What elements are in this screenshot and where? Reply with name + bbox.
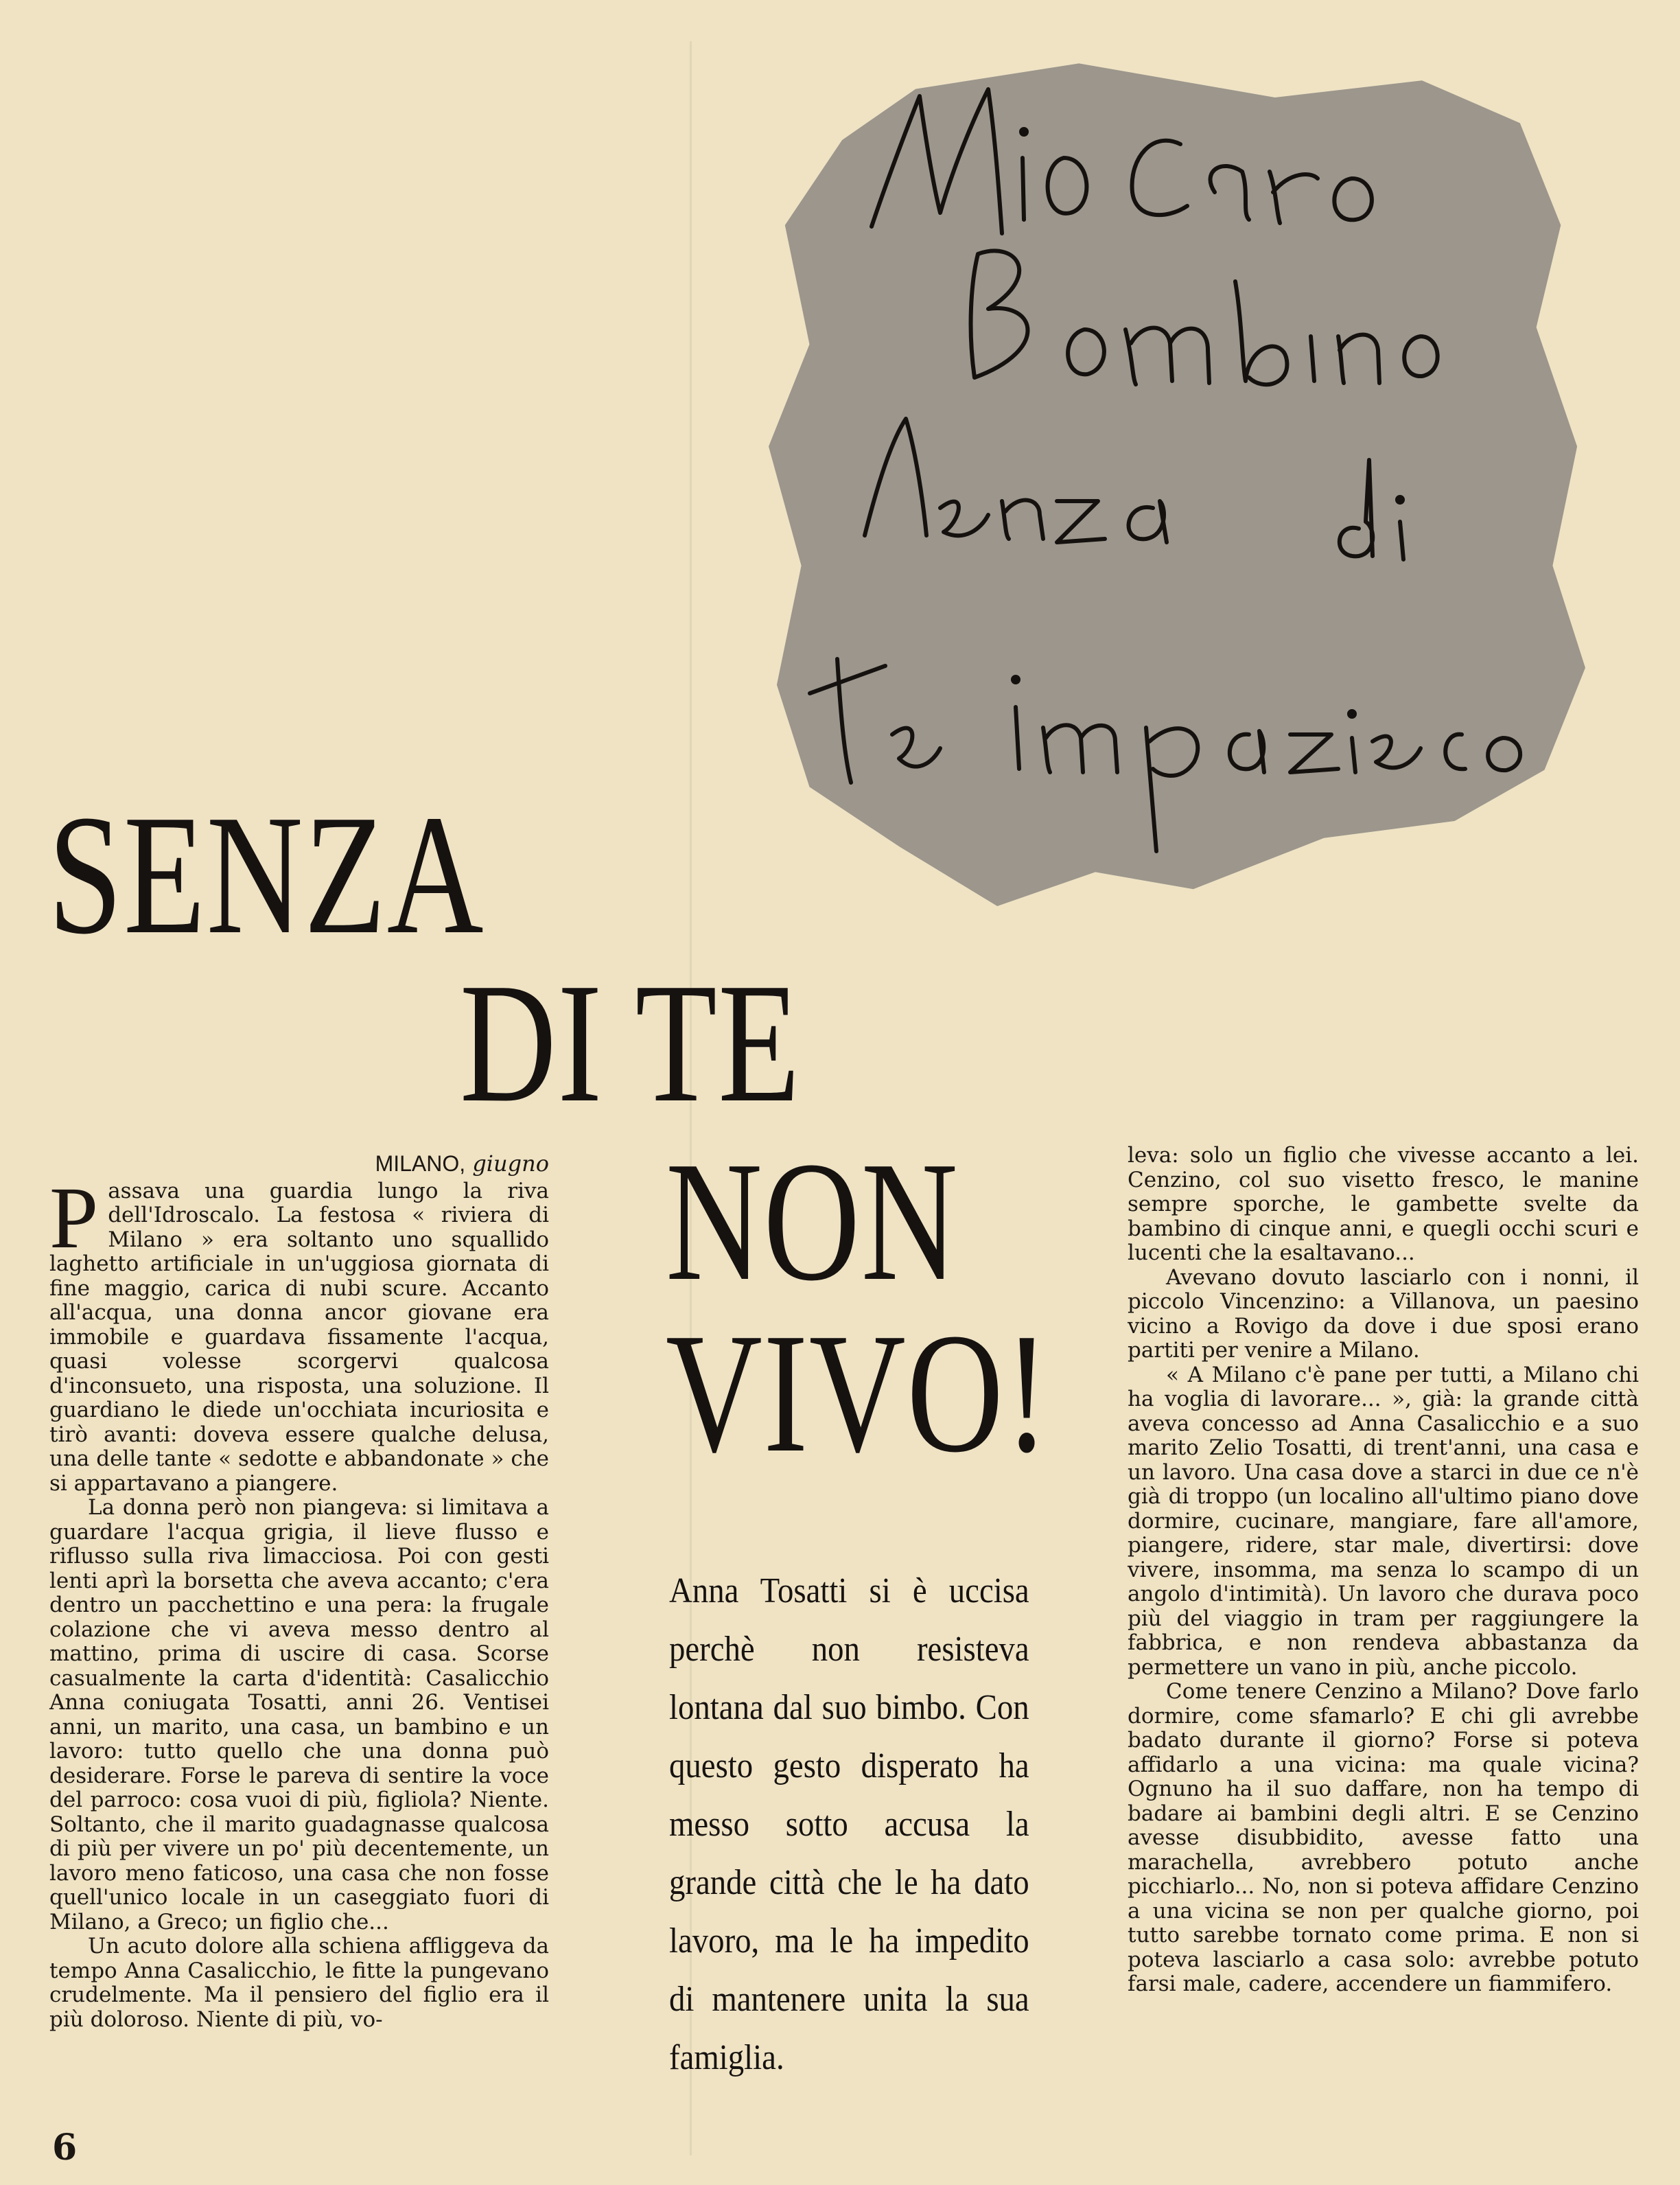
article-paragraph: La donna però non piangeva: si limitava a guardare l'acqua grigia, il lieve flusso e riflusso sulla riva limacciosa. Poi con gesti lenti aprì la borsetta che aveva accanto; c'era dentro un pacchettino e una pera: la frugale colazione che vi aveva messo dentro al mattino, prima di uscire di casa. Scorse casualmente la carta d'identità: Casalicchio Anna coniugata Tosatti, anni 26. Ventisei anni, un marito, una casa, un bambino e un lavoro: tutto quello che una donna può desiderare. Forse le pareva di sentire la voce del parroco: cosa vuoi di più, figliola? Niente. Soltanto, che il marito guadagnasse qualcosa di più per vivere un po' più decentemente, un lavoro meno faticoso, una casa che non fosse quell'unico locale in un caseggiato fuori di Milano, a Greco; un figlio che... [49, 1495, 549, 1934]
article-paragraph: Come tenere Cenzino a Milano? Dove farlo dormire, come sfamarlo? E chi gli avrebbe badato durante il giorno? Forse si poteva affidarlo a una vicina: ma quale vicina? Ognuno ha il suo daffare, non ha tempo di badare ai bambini degli altri. E se Cenzino avesse disubbidito, avesse fatto una marachella, avrebbero potuto anche picchiarlo... No, non si poteva affidare Cenzino a una vicina se non per qualche giorno, poi tutto sarebbe tornato come prima. E non si poteva lasciarlo a casa solo: avrebbe potuto farsi male, cadere, accendere un fiammifero. [1128, 1679, 1639, 1996]
headline-line-1: SENZA [48, 780, 485, 970]
paragraph-text: assava una guardia lungo la riva dell'Idroscalo. La festosa « riviera di Milano » era soltanto uno squallido laghetto artificiale in un'uggiosa giornata di fine maggio, carica di nubi scure. Accanto all'acqua, una donna ancor giovane era immobile e guardava fissamente l'acqua, quasi volesse scorgervi qualcosa d'inconsueto, una risposta, una soluzione. Il guardiano le diede un'occhiata incuriosita e tirò avanti: doveva essere qualche delusa, una delle tante « sedotte e abbandonate » che si appartavano a piangere. [49, 1178, 549, 1496]
dateline-time: giugno [472, 1151, 549, 1177]
dateline [49, 1152, 549, 1177]
page-number: 6 [52, 2127, 78, 2169]
article-column-1 [49, 1152, 549, 2032]
article-paragraph: Avevano dovuto lasciarlo con i nonni, il piccolo Vincenzino: a Villanova, un paesino vicino a Rovigo da dove i due sposi erano partiti per venire a Milano. [1128, 1264, 1639, 1363]
headline-line-4: VIVO! [666, 1298, 1051, 1488]
show-through-text [206, 34, 218, 82]
headline-line-2: DI TE [460, 948, 802, 1138]
headline-line-3: NON [666, 1126, 959, 1317]
article-paragraph: leva: solo un figlio che vivesse accanto a lei. Cenzino, col suo visetto fresco, le manine sempre sporche, le gambette svelte da bambino di cinque anni, e quegli occhi scuri e lucenti che la esaltavano... [1128, 1143, 1639, 1265]
article-paragraph: Un acuto dolore alla schiena affliggeva da tempo Anna Casalicchio, le fitte la pungevano crudelmente. Ma il pensiero del figlio era il più doloroso. Niente di più, vo- [49, 1934, 549, 2032]
drop-cap: P [49, 1168, 99, 1267]
handwritten-note [769, 55, 1585, 906]
article-column-3 [1128, 1144, 1639, 1997]
dateline-place: MILANO, [375, 1151, 466, 1176]
article-paragraph: « A Milano c'è pane per tutti, a Milano chi ha voglia di lavorare... », già: la grande città aveva concesso ad Anna Casalicchio e a suo marito Zelio Tosatti, di trent'anni, una casa e un lavoro. Una casa dove a starci in due ce n'è già di troppo (un localino all'ultimo piano dove dormire, cucinare, mangiare, fare all'amore, piangere, ridere, star male, divertirsi: dove vivere, insomma, ma senza lo scampo di un angolo d'intimità). Un lavoro che durava poco più del viaggio in tram per raggiungere la fabbrica, e non rendeva abbastanza da permettere un vano in più, anche piccolo. [1128, 1362, 1639, 1680]
article-paragraph [49, 1168, 549, 1496]
article-summary: Anna Tosatti si è uccisa perchè non resisteva lontana dal suo bimbo. Con questo gesto disperato ha messo sotto accusa la grande città che le ha dato lavoro, ma le ha impedito di mantenere unita la sua famiglia. [669, 1571, 1029, 2077]
